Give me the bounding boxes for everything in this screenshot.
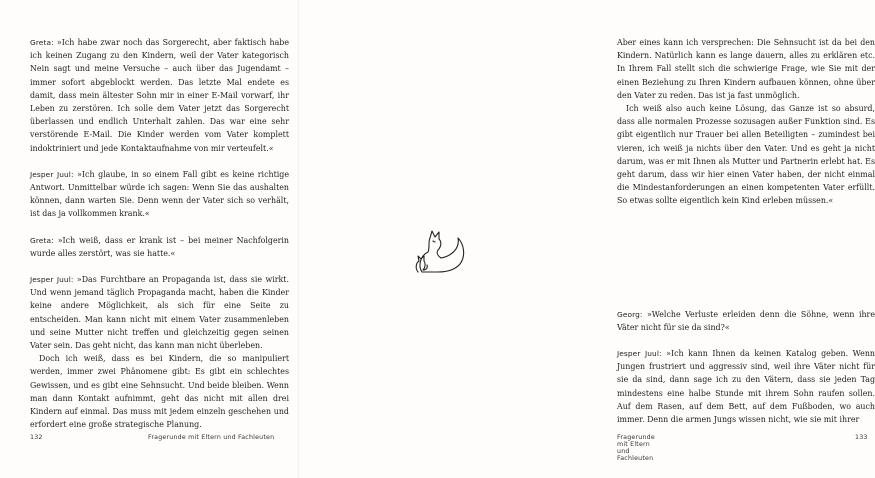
speaker: Greta: [30,235,54,245]
speaker: Georg: [617,309,643,319]
paragraph: Doch ich weiß, dass es bei Kindern, die so manipuliert werden, immer zwei Phänomene gibt: Es gibt ein schlechtes Gewissen, und es gibt eine Sehnsucht. Und beide bleiben. Wenn man dann Kontakt aufnimmt, geht das nicht mit allen drei Kindern auf einmal. Das muss mit jedem einzeln geschehen und erfordert eine große strategische Planung. [30,354,289,430]
paragraph: Jesper Juul: »Ich kann Ihnen da keinen Katalog geben. Wenn Jungen frustriert und aggressiv sind, weil ihre Väter nicht für sie da sind, dann sage ich zu den Vätern, dass sie jeden Tag mindestens eine halbe Stunde mit ihrem Sohn raufen sollen. Auf dem Rasen, auf dem Bett, auf dem Fußboden, wo auch immer. Denn die armen Jungs wissen nicht, wie sie mit ihrer [617,349,875,425]
speaker: Greta: [30,38,54,47]
paragraph: Jesper Juul: »Das Furchtbare an Propaganda ist, dass sie wirkt. Und wenn jemand täglich Propaganda macht, haben die Kinder keine andere Möglichkeit, als sich für eine Seite zu entscheiden. Man kann nicht mit einem Vater zusammenleben und seine Mutter nicht treffen und gleichzeitig gegen seinen Vater sein. Das geht nicht, das kann man nicht überleben. [30,275,289,351]
paragraph: Georg: »Welche Verluste erleiden denn die Söhne, wenn ihre Väter nicht für sie da sind?« [617,309,875,332]
fox-icon [408,226,468,278]
running-footer: Fragerunde mit Eltern und Fachleuten [617,434,655,462]
left-page [0,0,300,478]
speaker: Jesper Juul: [30,169,74,179]
right-page-text [617,36,875,426]
page-number: 132 [30,434,43,441]
paragraph: Aber eines kann ich versprechen: Die Sehnsucht ist da bei den Kindern. Natürlich kann es lange dauern, alles zu erklären etc. In Ihrem Fall stellt sich die schwierige Frage, wie Sie mit der einen Beziehung zu Ihren Kindern aufbauen können, ohne über den Vater zu reden. Das ist ja fast unmöglich. [617,38,875,100]
paragraph: Jesper Juul: »Ich glaube, in so einem Fall gibt es keine richtige Antwort. Unmittelbar würde ich sagen: Wenn Sie das aushalten können, dann warten Sie. Denn wenn der Vater sich so verhält, ist das ja vollkommen krank.« [30,169,289,219]
left-page-text [30,36,289,431]
running-footer: Fragerunde mit Eltern und Fachleuten [148,434,275,441]
page-number: 133 [855,434,868,441]
paragraph: Greta: »Ich weiß, dass er krank ist – bei meiner Nachfolgerin wurde alles zerstört, was sie hatte.« [30,235,289,258]
paragraph: Ich weiß also auch keine Lösung, das Ganze ist so absurd, dass alle normalen Prozesse sozusagen außer Funktion sind. Es gibt eigentlich nur Trauer bei allen Beteiligten – zumindest bei vieren, ich weiß ja nichts über den Vater. Und es geht ja nicht darum, was er mit Ihnen als Mutter und Partnerin erlebt hat. Es geht darum, dass wir hier einen Vater haben, der nicht einmal die Mindestanforderungen an einen kompetenten Vater erfüllt. So etwas sollte eigentlich kein Kind erleben müssen.« [617,104,875,206]
speaker: Jesper Juul: [30,275,74,285]
speaker: Jesper Juul: [617,349,662,359]
paragraph: Greta: »Ich habe zwar noch das Sorgerecht, aber faktisch habe ich keinen Zugang zu den Kindern, weil der Vater kategorisch Nein sagt und meine Versuche – auch über das Jugendamt – immer sofort abgeblockt werden. Das letzte Mal endete es damit, dass mein ältester Sohn mir in einer E-Mail vorwarf, ihr Leben zu zerstören. Ich solle dem Vater jetzt das Sorgerecht überlassen und endlich Unterhalt zahlen. Das war eine sehr verstörende E-Mail. Die Kinder werden vom Vater komplett indoktriniert und jede Kontaktaufnahme von mir verteufelt.« [30,38,289,153]
